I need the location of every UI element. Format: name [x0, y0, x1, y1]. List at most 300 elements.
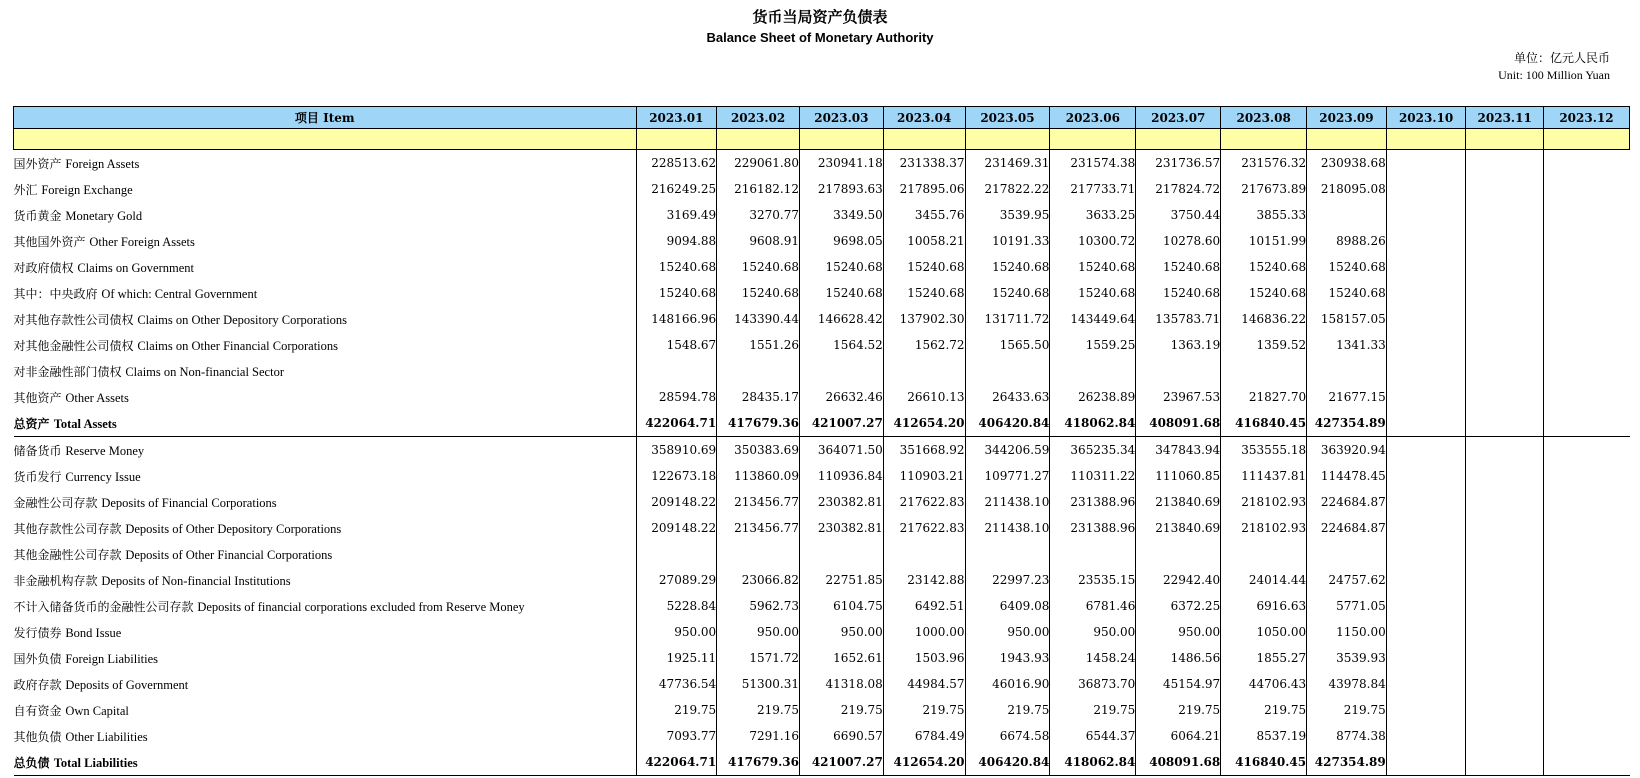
cell-value: 6781.46: [1050, 593, 1136, 619]
row-label-en: Other Foreign Assets: [89, 234, 195, 249]
row-label-cn: 国外资产: [13, 156, 62, 171]
cell-value: 1458.24: [1050, 645, 1136, 671]
cell-value: [1386, 723, 1466, 749]
table-row: [14, 437, 1630, 464]
cell-value: [1543, 463, 1629, 489]
cell-value: 364071.50: [799, 437, 883, 464]
cell-value: 217622.83: [883, 489, 965, 515]
row-label-en: Deposits of Other Depository Corporations: [125, 521, 342, 536]
cell-value: 1652.61: [799, 645, 883, 671]
row-label-en: Claims on Other Financial Corporations: [137, 338, 339, 353]
cell-value: 230382.81: [799, 515, 883, 541]
cell-value: [1386, 593, 1466, 619]
table-row: [14, 384, 1630, 410]
cell-value: [1543, 254, 1629, 280]
cell-value: [1466, 645, 1544, 671]
table-row: [14, 593, 1630, 619]
cell-value: [1466, 619, 1544, 645]
cell-value: 365235.34: [1050, 437, 1136, 464]
cell-value: 10058.21: [883, 228, 965, 254]
cell-value: [1543, 697, 1629, 723]
table-row: [14, 515, 1630, 541]
cell-value: 10191.33: [965, 228, 1050, 254]
cell-value: 22751.85: [799, 567, 883, 593]
cell-value: [1543, 384, 1629, 410]
row-label-en: Other Assets: [65, 390, 129, 405]
cell-value: 6784.49: [883, 723, 965, 749]
cell-value: [1466, 671, 1544, 697]
cell-value: 950.00: [1136, 619, 1221, 645]
cell-value: [1386, 228, 1466, 254]
table-row: [14, 567, 1630, 593]
cell-value: 10300.72: [1050, 228, 1136, 254]
cell-value: 23967.53: [1136, 384, 1221, 410]
row-label-cn: 政府存款: [13, 677, 62, 692]
cell-value: 15240.68: [1050, 280, 1136, 306]
row-label-cn: 外汇: [13, 182, 38, 197]
cell-value: 24014.44: [1221, 567, 1307, 593]
cell-value: [1136, 358, 1221, 384]
row-label: [14, 254, 637, 280]
cell-value: [1386, 332, 1466, 358]
cell-value: 1565.50: [965, 332, 1050, 358]
table-row: [14, 697, 1630, 723]
cell-value: 209148.22: [636, 489, 717, 515]
cell-value: 1551.26: [717, 332, 800, 358]
cell-value: 358910.69: [636, 437, 717, 464]
cell-value: 122673.18: [636, 463, 717, 489]
cell-value: 41318.08: [799, 671, 883, 697]
row-label-en: Foreign Assets: [65, 156, 140, 171]
row-label-en: Deposits of Financial Corporations: [101, 495, 277, 510]
unit-label-cn: 单位：亿元人民币: [1513, 51, 1610, 65]
cell-value: 950.00: [965, 619, 1050, 645]
table-row: [14, 228, 1630, 254]
cell-value: [1386, 358, 1466, 384]
unit-label-en: Unit: 100 Million Yuan: [1498, 68, 1610, 82]
cell-value: 15240.68: [1136, 254, 1221, 280]
cell-value: 217733.71: [1050, 176, 1136, 202]
cell-value: [965, 541, 1050, 567]
cell-value: 213456.77: [717, 489, 800, 515]
row-label: [14, 593, 637, 619]
table-row: [14, 254, 1630, 280]
cell-value: 15240.68: [883, 280, 965, 306]
cell-value: 211438.10: [965, 515, 1050, 541]
cell-value: 109771.27: [965, 463, 1050, 489]
cell-value: [1386, 645, 1466, 671]
cell-value: 217622.83: [883, 515, 965, 541]
header-month: 2023.10: [1386, 107, 1466, 129]
cell-value: 6674.58: [965, 723, 1050, 749]
cell-value: 114478.45: [1307, 463, 1387, 489]
cell-value: 219.75: [883, 697, 965, 723]
cell-value: 1571.72: [717, 645, 800, 671]
cell-value: 146628.42: [799, 306, 883, 332]
cell-value: 6409.08: [965, 593, 1050, 619]
table-row: [14, 723, 1630, 749]
cell-value: 231469.31: [965, 150, 1050, 177]
cell-value: 219.75: [799, 697, 883, 723]
row-label-cn: 对其他金融性公司债权: [13, 338, 134, 353]
cell-value: 219.75: [1050, 697, 1136, 723]
cell-value: 224684.87: [1307, 515, 1387, 541]
row-label-en: Claims on Government: [77, 260, 194, 275]
cell-value: 5228.84: [636, 593, 717, 619]
total-row: [14, 749, 1630, 776]
cell-value: 15240.68: [965, 280, 1050, 306]
cell-value: 6104.75: [799, 593, 883, 619]
cell-value: 6492.51: [883, 593, 965, 619]
cell-value: 6690.57: [799, 723, 883, 749]
cell-value: [1386, 671, 1466, 697]
header-month: 2023.09: [1307, 107, 1387, 129]
row-label: [14, 619, 637, 645]
cell-value: [1221, 358, 1307, 384]
cell-value: 7093.77: [636, 723, 717, 749]
cell-value: 427354.89: [1307, 749, 1387, 776]
cell-value: [1307, 541, 1387, 567]
table-row: [14, 671, 1630, 697]
cell-value: 1855.27: [1221, 645, 1307, 671]
header-row: [14, 107, 1630, 129]
cell-value: 216182.12: [717, 176, 800, 202]
cell-value: 143390.44: [717, 306, 800, 332]
row-label-en: Foreign Liabilities: [65, 651, 159, 666]
cell-value: 3169.49: [636, 202, 717, 228]
cell-value: 15240.68: [1136, 280, 1221, 306]
cell-value: 1050.00: [1221, 619, 1307, 645]
cell-value: 1150.00: [1307, 619, 1387, 645]
cell-value: 9094.88: [636, 228, 717, 254]
row-label-cn: 非金融机构存款: [13, 573, 98, 588]
cell-value: 217824.72: [1136, 176, 1221, 202]
cell-value: [1466, 332, 1544, 358]
cell-value: 110936.84: [799, 463, 883, 489]
row-label-cn: 总资产: [13, 416, 50, 431]
cell-value: 26238.89: [1050, 384, 1136, 410]
table-row: [14, 541, 1630, 567]
cell-value: 28594.78: [636, 384, 717, 410]
cell-value: 351668.92: [883, 437, 965, 464]
cell-value: 219.75: [1136, 697, 1221, 723]
cell-value: 143449.64: [1050, 306, 1136, 332]
header-month: 2023.07: [1136, 107, 1221, 129]
cell-value: [1386, 463, 1466, 489]
cell-value: 43978.84: [1307, 671, 1387, 697]
cell-value: 211438.10: [965, 489, 1050, 515]
row-label-en: Deposits of Non-financial Institutions: [101, 573, 291, 588]
cell-value: 219.75: [965, 697, 1050, 723]
table-row: [14, 645, 1630, 671]
cell-value: 21827.70: [1221, 384, 1307, 410]
cell-value: [1543, 515, 1629, 541]
row-label: [14, 332, 637, 358]
cell-value: 5962.73: [717, 593, 800, 619]
row-label: [14, 202, 637, 228]
cell-value: 3750.44: [1136, 202, 1221, 228]
cell-value: [1543, 437, 1629, 464]
row-label: [14, 671, 637, 697]
row-label: [14, 723, 637, 749]
cell-value: [1466, 567, 1544, 593]
cell-value: 46016.90: [965, 671, 1050, 697]
table-row: [14, 619, 1630, 645]
cell-value: 10278.60: [1136, 228, 1221, 254]
cell-value: [1466, 593, 1544, 619]
cell-value: 417679.36: [717, 410, 800, 437]
cell-value: 51300.31: [717, 671, 800, 697]
row-label: [14, 306, 637, 332]
cell-value: 135783.71: [1136, 306, 1221, 332]
row-label-en: Deposits of Other Financial Corporations: [125, 547, 333, 562]
cell-value: 230938.68: [1307, 150, 1387, 177]
cell-value: [799, 358, 883, 384]
cell-value: 213456.77: [717, 515, 800, 541]
header-month: 2023.12: [1543, 107, 1629, 129]
cell-value: 217822.22: [965, 176, 1050, 202]
header-month: 2023.05: [965, 107, 1050, 129]
cell-value: 219.75: [1307, 697, 1387, 723]
cell-value: 422064.71: [636, 749, 717, 776]
cell-value: [1466, 463, 1544, 489]
row-label-en: Total Liabilities: [53, 755, 138, 770]
cell-value: 1925.11: [636, 645, 717, 671]
row-label-cn: 储备货币: [13, 443, 62, 458]
page-title-en: Balance Sheet of Monetary Authority: [706, 30, 934, 45]
cell-value: [1386, 697, 1466, 723]
row-label-cn: 不计入储备货币的金融性公司存款: [13, 599, 194, 614]
cell-value: 216249.25: [636, 176, 717, 202]
cell-value: 230382.81: [799, 489, 883, 515]
cell-value: [1543, 723, 1629, 749]
cell-value: [1386, 619, 1466, 645]
cell-value: 15240.68: [883, 254, 965, 280]
row-label: [14, 697, 637, 723]
row-label: [14, 358, 637, 384]
cell-value: [1386, 176, 1466, 202]
cell-value: [1307, 202, 1387, 228]
cell-value: 1486.56: [1136, 645, 1221, 671]
row-label-en: Claims on Non-financial Sector: [125, 364, 284, 379]
cell-value: [1466, 254, 1544, 280]
cell-value: 131711.72: [965, 306, 1050, 332]
cell-value: 363920.94: [1307, 437, 1387, 464]
cell-value: [883, 541, 965, 567]
cell-value: 1000.00: [883, 619, 965, 645]
cell-value: [1466, 280, 1544, 306]
cell-value: [1543, 541, 1629, 567]
cell-value: 422064.71: [636, 410, 717, 437]
header-month: 2023.01: [636, 107, 717, 129]
cell-value: 416840.45: [1221, 410, 1307, 437]
cell-value: 158157.05: [1307, 306, 1387, 332]
cell-value: 15240.68: [1221, 280, 1307, 306]
cell-value: 15240.68: [1050, 254, 1136, 280]
cell-value: 209148.22: [636, 515, 717, 541]
row-label-en: Total Assets: [53, 416, 117, 431]
cell-value: [1543, 306, 1629, 332]
cell-value: 427354.89: [1307, 410, 1387, 437]
cell-value: 23535.15: [1050, 567, 1136, 593]
cell-value: 213840.69: [1136, 515, 1221, 541]
cell-value: 6372.25: [1136, 593, 1221, 619]
table-row: [14, 332, 1630, 358]
row-label: [14, 228, 637, 254]
row-label-cn: 总负债: [13, 755, 50, 770]
cell-value: 15240.68: [1307, 280, 1387, 306]
cell-value: 1564.52: [799, 332, 883, 358]
cell-value: 1503.96: [883, 645, 965, 671]
table-row: [14, 176, 1630, 202]
cell-value: 950.00: [1050, 619, 1136, 645]
cell-value: [1386, 489, 1466, 515]
cell-value: 44984.57: [883, 671, 965, 697]
cell-value: 23066.82: [717, 567, 800, 593]
cell-value: 44706.43: [1221, 671, 1307, 697]
balance-sheet-table: [13, 106, 1630, 776]
row-label-cn: 其他资产: [13, 390, 62, 405]
row-label-en: Reserve Money: [65, 443, 145, 458]
cell-value: 217895.06: [883, 176, 965, 202]
table-row: [14, 150, 1630, 177]
cell-value: [1543, 150, 1629, 177]
cell-value: 26610.13: [883, 384, 965, 410]
cell-value: 228513.62: [636, 150, 717, 177]
row-label-en: Own Capital: [65, 703, 129, 718]
cell-value: [1466, 410, 1544, 437]
row-label-cn: 国外负债: [13, 651, 62, 666]
row-label-en: Bond Issue: [65, 625, 122, 640]
cell-value: 27089.29: [636, 567, 717, 593]
cell-value: 47736.54: [636, 671, 717, 697]
table-row: [14, 489, 1630, 515]
row-label: [14, 515, 637, 541]
cell-value: [1466, 697, 1544, 723]
cell-value: [1543, 749, 1629, 776]
cell-value: 8988.26: [1307, 228, 1387, 254]
cell-value: [1543, 593, 1629, 619]
row-label-cn: 货币发行: [13, 469, 62, 484]
row-label-cn: 货币黄金: [13, 208, 62, 223]
cell-value: 213840.69: [1136, 489, 1221, 515]
cell-value: 1363.19: [1136, 332, 1221, 358]
cell-value: 7291.16: [717, 723, 800, 749]
cell-value: 1943.93: [965, 645, 1050, 671]
cell-value: 15240.68: [636, 254, 717, 280]
cell-value: 231338.37: [883, 150, 965, 177]
table-row: [14, 358, 1630, 384]
cell-value: 406420.84: [965, 410, 1050, 437]
cell-value: 28435.17: [717, 384, 800, 410]
header-spacer-row: [14, 129, 1630, 150]
cell-value: [1386, 567, 1466, 593]
cell-value: 9698.05: [799, 228, 883, 254]
header-item: 项目 Item: [14, 107, 637, 129]
cell-value: [1050, 541, 1136, 567]
cell-value: 8537.19: [1221, 723, 1307, 749]
cell-value: [1466, 541, 1544, 567]
cell-value: [1386, 541, 1466, 567]
cell-value: 9608.91: [717, 228, 800, 254]
cell-value: [1543, 645, 1629, 671]
cell-value: [1386, 202, 1466, 228]
cell-value: 15240.68: [1307, 254, 1387, 280]
cell-value: 1559.25: [1050, 332, 1136, 358]
row-label-en: Other Liabilities: [65, 729, 148, 744]
row-label: [14, 384, 637, 410]
cell-value: [1466, 202, 1544, 228]
cell-value: [1466, 384, 1544, 410]
cell-value: [1543, 280, 1629, 306]
row-label-en: Currency Issue: [65, 469, 141, 484]
cell-value: 26433.63: [965, 384, 1050, 410]
cell-value: 3633.25: [1050, 202, 1136, 228]
cell-value: 26632.46: [799, 384, 883, 410]
cell-value: 23142.88: [883, 567, 965, 593]
cell-value: 231576.32: [1221, 150, 1307, 177]
row-label-cn: 对非金融性部门债权: [13, 364, 122, 379]
cell-value: [1466, 489, 1544, 515]
cell-value: 8774.38: [1307, 723, 1387, 749]
row-label-en: Foreign Exchange: [41, 182, 133, 197]
cell-value: 45154.97: [1136, 671, 1221, 697]
row-label-cn: 其中：中央政府: [13, 286, 98, 301]
cell-value: [717, 541, 800, 567]
cell-value: 3455.76: [883, 202, 965, 228]
cell-value: 353555.18: [1221, 437, 1307, 464]
cell-value: [1466, 176, 1544, 202]
row-label: [14, 645, 637, 671]
total-row: [14, 410, 1630, 437]
cell-value: [1543, 489, 1629, 515]
cell-value: 3539.93: [1307, 645, 1387, 671]
row-label-en: Deposits of Government: [65, 677, 189, 692]
cell-value: [1466, 515, 1544, 541]
cell-value: [1136, 541, 1221, 567]
cell-value: 110311.22: [1050, 463, 1136, 489]
cell-value: 224684.87: [1307, 489, 1387, 515]
row-label-en: Claims on Other Depository Corporations: [137, 312, 348, 327]
cell-value: [1466, 723, 1544, 749]
row-label-cn: 其他存款性公司存款: [13, 521, 122, 536]
cell-value: [1386, 515, 1466, 541]
cell-value: 412654.20: [883, 749, 965, 776]
cell-value: [1543, 619, 1629, 645]
header-month: 2023.04: [883, 107, 965, 129]
cell-value: 416840.45: [1221, 749, 1307, 776]
header-month: 2023.02: [717, 107, 800, 129]
cell-value: [1386, 306, 1466, 332]
cell-value: [1543, 567, 1629, 593]
row-label-cn: 其他金融性公司存款: [13, 547, 122, 562]
table-body: [14, 150, 1630, 776]
cell-value: 3855.33: [1221, 202, 1307, 228]
cell-value: 24757.62: [1307, 567, 1387, 593]
table-row: [14, 202, 1630, 228]
header-month: 2023.11: [1466, 107, 1544, 129]
row-label: [14, 489, 637, 515]
cell-value: 230941.18: [799, 150, 883, 177]
cell-value: 412654.20: [883, 410, 965, 437]
cell-value: [1386, 254, 1466, 280]
row-label-cn: 对其他存款性公司债权: [13, 312, 134, 327]
table-row: [14, 463, 1630, 489]
header-month: 2023.08: [1221, 107, 1307, 129]
cell-value: [1466, 228, 1544, 254]
row-label-en: Monetary Gold: [65, 208, 143, 223]
cell-value: 1548.67: [636, 332, 717, 358]
